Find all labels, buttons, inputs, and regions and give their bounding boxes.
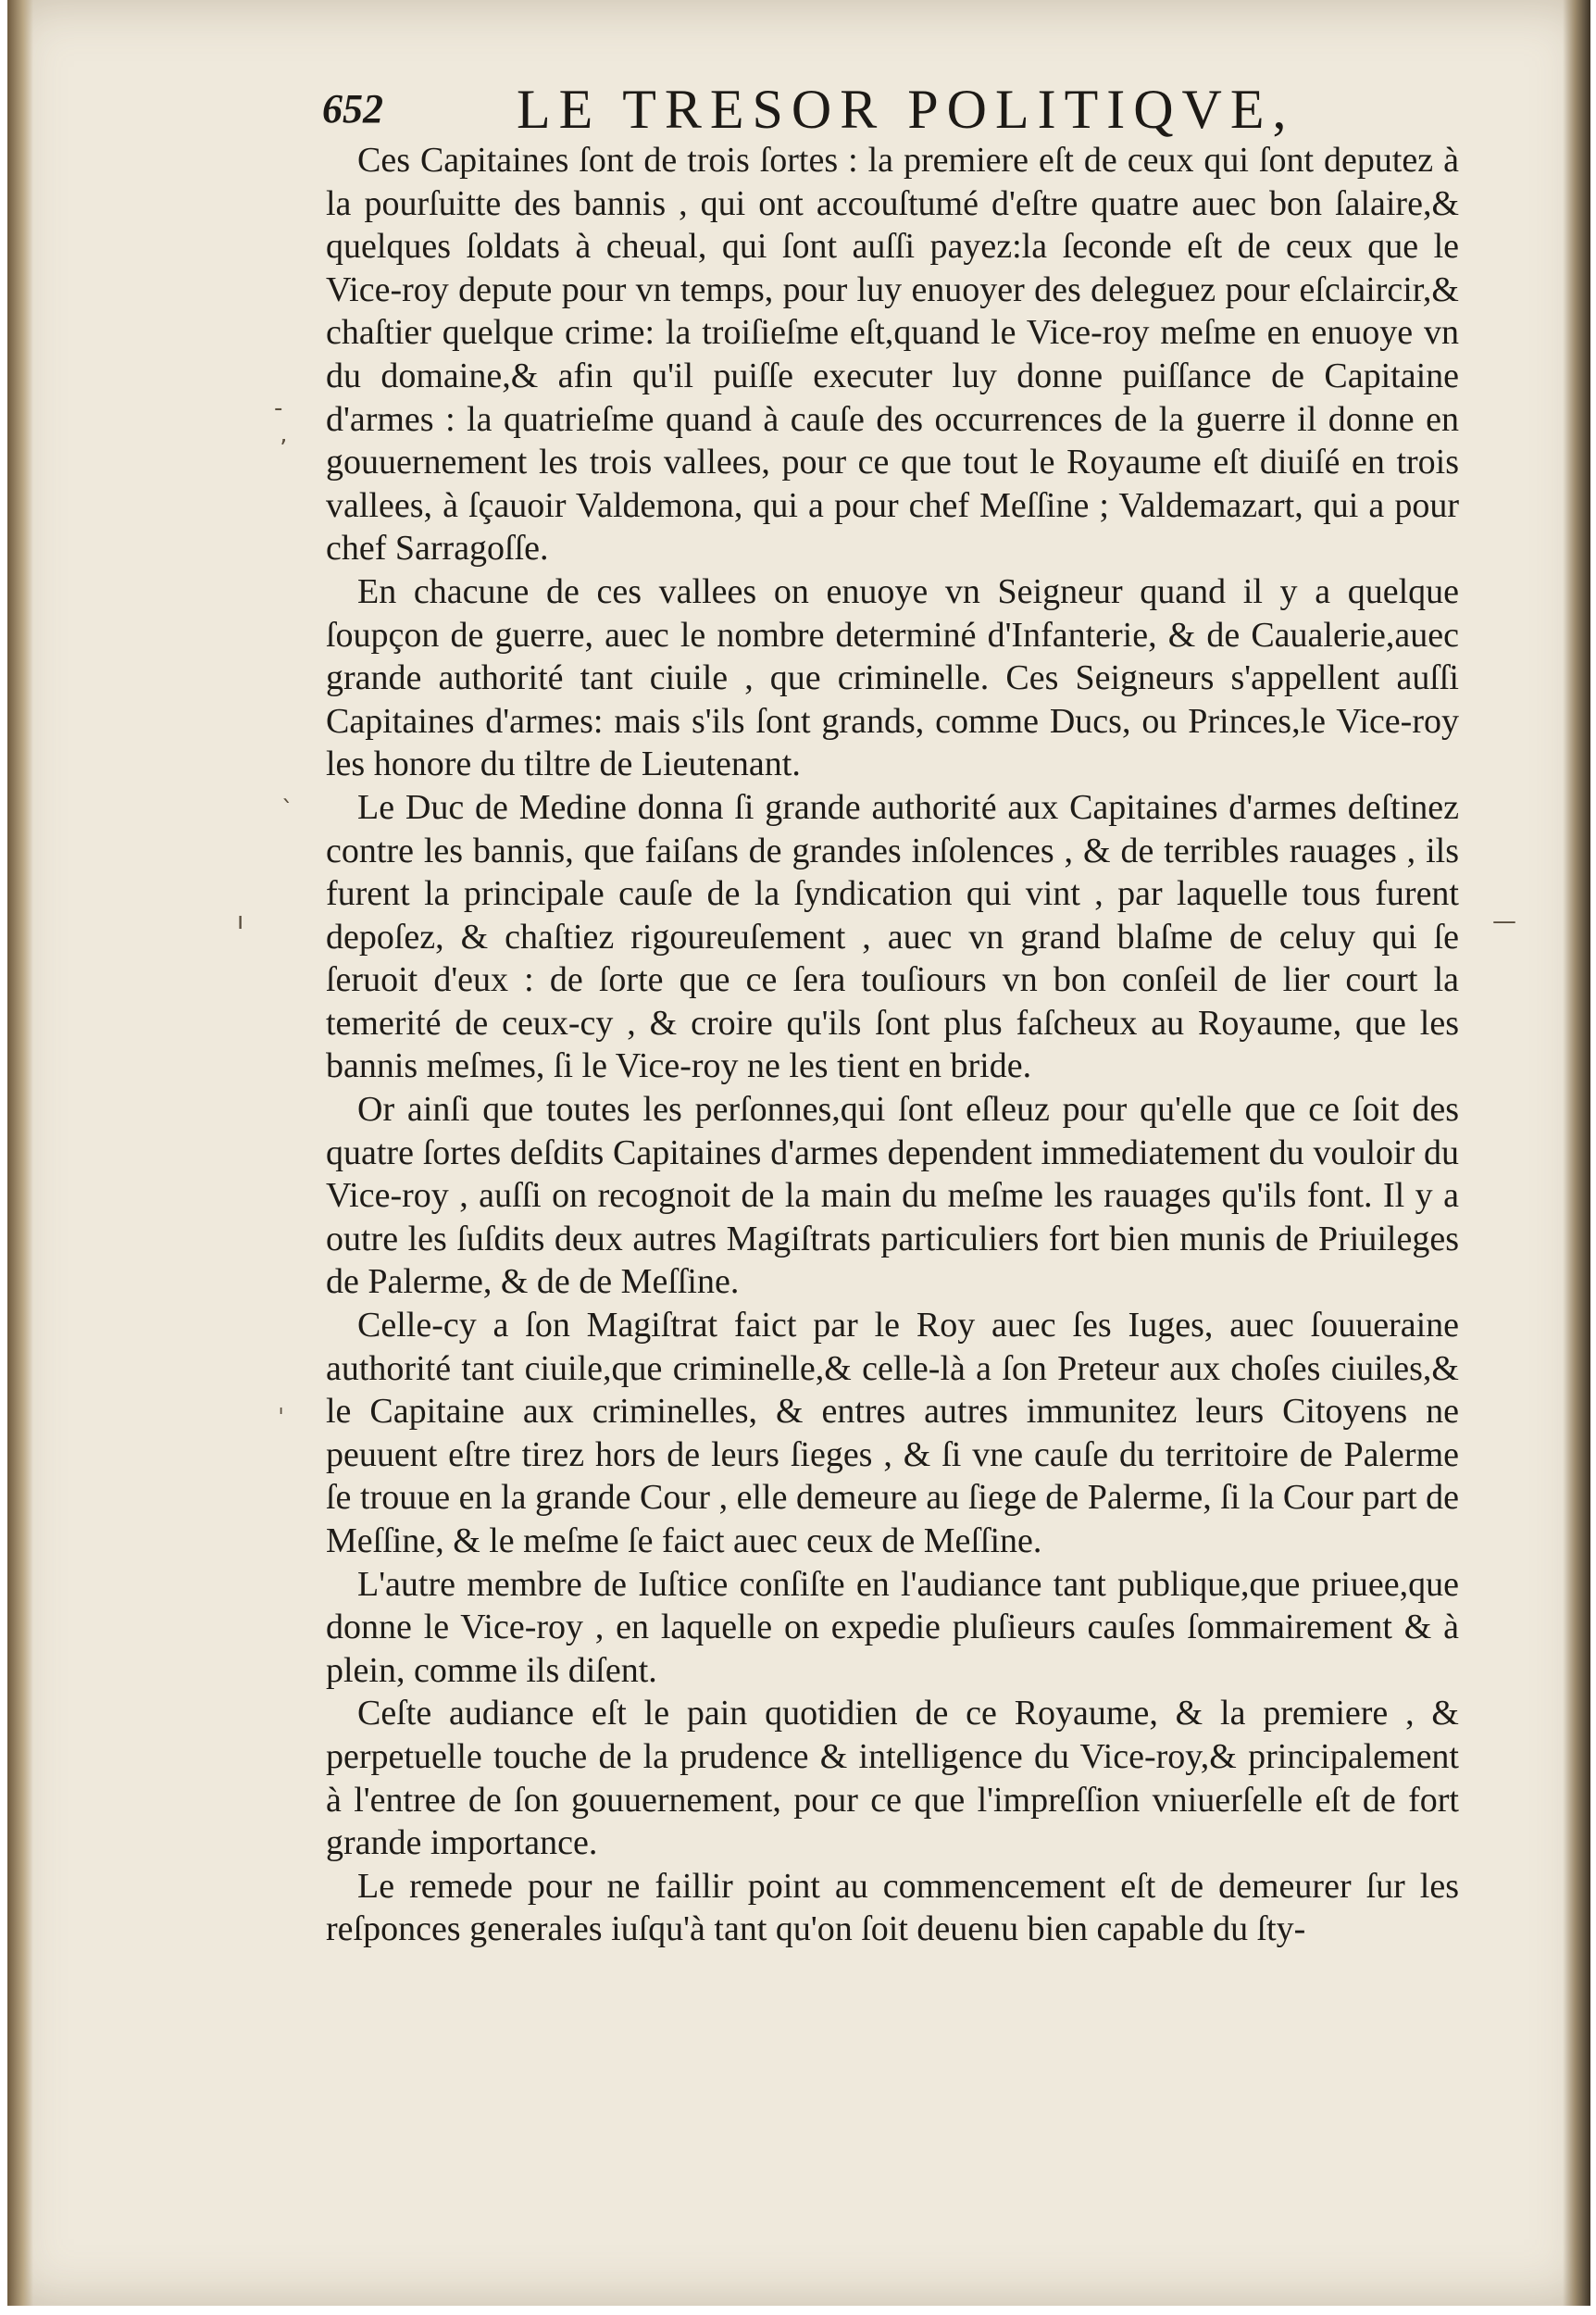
paragraph: Le remede pour ne faillir point au commencement eſt de demeurer ſur les reſponces generales iuſqu'à tant qu'on ſoit deuenu bien capable du ſty- (326, 1866, 1459, 1949)
book-page (7, 0, 1590, 2306)
paragraph: Le Duc de Medine donna ſi grande authorité aux Capitaines d'armes deſtinez contre les bannis, que faiſans de grandes inſolences , & de terribles rauages , ils furent la principale cauſe de la ſyndication qui vint , par laquelle tous furent depoſez, & chaſtiez rigoureuſement , auec vn grand blaſme de celuy qui ſe ſeruoit d'eux : de ſorte que ce ſera touſiours vn bon conſeil de lier court la temerité de ceux-cy , & croire qu'ils ſont plus faſcheux au Royaume, que les bannis meſmes, ſi le Vice-roy ne les tient en bride. (326, 787, 1459, 1086)
paragraph: L'autre membre de Iuſtice conſiſte en l'audiance tant publique,que priuee,que donne le Vice-roy , en laquelle on expedie pluſieurs cauſes ſommairement & à plein, comme ils diſent. (326, 1564, 1459, 1690)
margin-tick-mark: ʼ (280, 435, 288, 463)
paragraph: En chacune de ces vallees on enuoye vn Seigneur quand il y a quelque ſoupçon de guerre, auec le nombre determiné d'Infanterie, & de Caualerie,auec grande authorité tant ciuile , que criminelle. Ces Seigneurs s'appellent auſſi Capitaines d'armes: mais s'ils ſont grands, comme Ducs, ou Princes,le Vice-roy les honore du tiltre de Lieutenant. (326, 571, 1459, 784)
margin-tick-mark: - (274, 394, 283, 422)
paragraph: Celle-cy a ſon Magiſtrat faict par le Roy auec ſes Iuges, auec ſouueraine authorité tant ciuile,que criminelle,& celle-là a ſon Preteur aux choſes ciuiles,& le Capitaine aux criminelles, & entres autres immunitez leurs Citoyens ne peuuent eſtre tirez hors de leurs ſieges , & ſi vne cauſe du territoire de Palerme ſe trouue en la grande Cour , elle demeure au ſiege de Palerme, ſi la Cour part de Meſſine, & le meſme ſe faict auec ceux de Meſſine. (326, 1306, 1459, 1560)
running-title: LE TRESOR POLITIQVE, (517, 79, 1295, 140)
margin-tick-mark: — (1492, 907, 1516, 935)
body-text (326, 139, 1459, 1951)
page-number: 652 (322, 86, 383, 131)
paragraph: Ceſte audiance eſt le pain quotidien de ce Royaume, & la premiere , & perpetuelle touche de la prudence & intelligence du Vice-roy,& principalement à l'entree de ſon gouuernement, pour ce que l'impreſſion vniuerſelle eſt de fort grande importance. (326, 1694, 1459, 1863)
margin-tick-mark: ˌ (278, 1389, 285, 1417)
margin-tick-mark: ˎ (281, 776, 293, 804)
margin-tick-mark: ı (237, 907, 244, 935)
paragraph: Ces Capitaines ſont de trois ſortes : la premiere eſt de ceux qui ſont deputez à la pourſuitte des bannis , qui ont accouſtumé d'eſtre quatre auec bon ſalaire,& quelques ſoldats à cheual, qui ſont auſſi payez:la ſeconde eſt de ceux que le Vice-roy depute pour vn temps, pour luy enuoyer des deleguez pour eſclaircir,& chaſtier quelque crime: la troiſieſme eſt,quand le Vice-roy meſme en enuoye vn du domaine,& afin qu'il puiſſe executer luy donne puiſſance de Capitaine d'armes : la quatrieſme quand à cauſe des occurrences de la guerre il donne en gouuernement les trois vallees, pour ce que tout le Royaume eſt diuiſé en trois vallees, à ſçauoir Valdemona, qui a pour chef Meſſine ; Valdemazart, qui a pour chef Sarragoſſe. (326, 141, 1459, 569)
paragraph: Or ainſi que toutes les perſonnes,qui ſont eſleuz pour qu'elle que ce ſoit des quatre ſortes deſdits Capitaines d'armes dependent immediatement du vouloir du Vice-roy , auſſi on recognoit de la main du meſme les rauages qu'ils font. Il y a outre les ſuſdits deux autres Magiſtrats particuliers fort bien munis de Priuileges de Palerme, & de de Meſſine. (326, 1090, 1459, 1302)
page-header (322, 78, 1378, 144)
